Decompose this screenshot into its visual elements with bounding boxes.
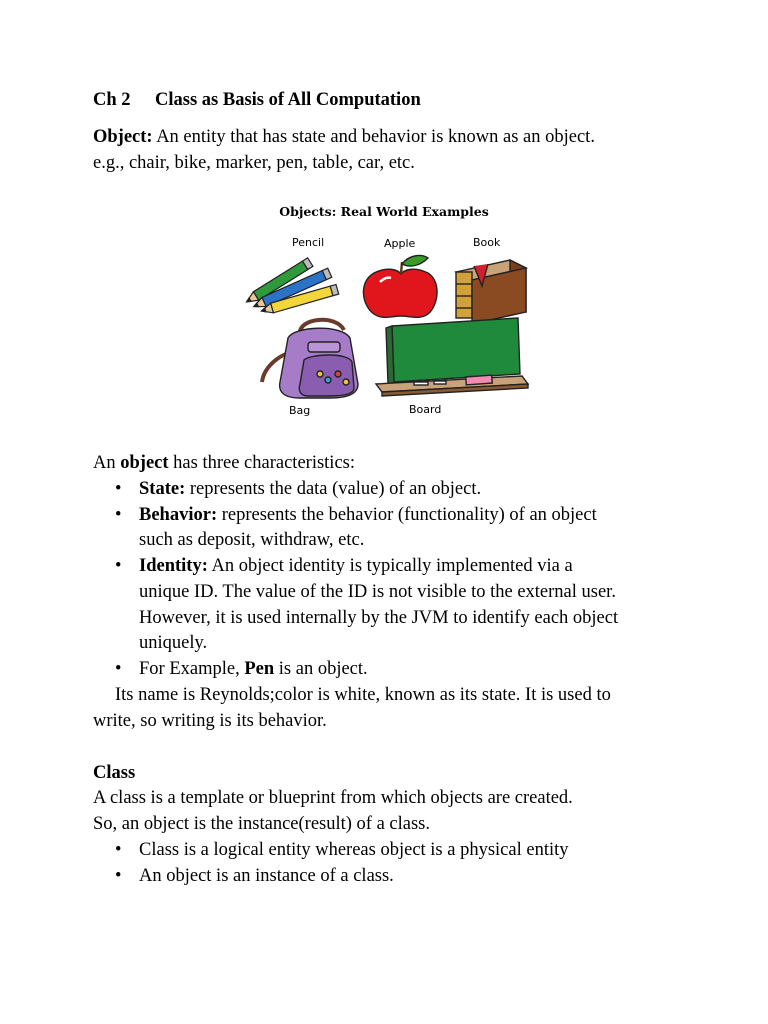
real-world-objects-figure [238, 198, 530, 420]
intro-object-term: object [120, 453, 169, 473]
bullet-example [115, 657, 368, 683]
class-definition-line2: So, an object is the instance(result) of a class. [93, 814, 431, 834]
identity-term: Identity: [139, 556, 208, 576]
bullet-marker: • [115, 505, 122, 525]
example-suffix: is an object. [274, 659, 368, 679]
board-label: Board [409, 403, 442, 416]
bullet-marker: • [115, 659, 122, 679]
class-bullet-2-text: An object is an instance of a class. [139, 866, 394, 886]
book-icon [456, 260, 526, 324]
class-bullet-1-text: Class is a logical entity whereas object is a physical entity [139, 840, 569, 860]
class-bullet-2 [115, 864, 394, 890]
behavior-text: represents the behavior (functionality) of an object [217, 505, 597, 525]
class-definition-line1: A class is a template or blueprint from which objects are created. [93, 788, 573, 808]
class-heading-text: Class [93, 763, 136, 783]
bullet-behavior [115, 503, 597, 529]
bullet-marker: • [115, 556, 122, 576]
object-definition [93, 125, 595, 151]
object-examples: e.g., chair, bike, marker, pen, table, car, etc. [93, 153, 415, 173]
bullet-identity [115, 554, 573, 580]
bag-label: Bag [289, 404, 311, 417]
apple-icon [363, 256, 437, 318]
example-prefix: For Example, [139, 659, 245, 679]
chapter-title: Class as Basis of All Computation [155, 90, 421, 110]
example-description-line1: Its name is Reynolds;color is white, known as its state. It is used to [115, 685, 611, 705]
behavior-term: Behavior: [139, 505, 218, 525]
intro-suffix: has three characteristics: [168, 453, 355, 473]
figure-title: Objects: Real World Examples [279, 204, 489, 219]
chalkboard-icon [376, 318, 528, 396]
example-description-line2: write, so writing is its behavior. [93, 711, 327, 731]
object-term: Object: [93, 127, 153, 147]
state-term: State: [139, 479, 186, 499]
identity-text-line4: uniquely. [139, 633, 208, 653]
chapter-number: Ch 2 [93, 90, 131, 110]
class-heading [93, 761, 135, 787]
figure-illustrations [238, 198, 530, 420]
bullet-marker: • [115, 840, 122, 860]
bullet-state [115, 477, 481, 503]
behavior-text-continued: such as deposit, withdraw, etc. [139, 530, 365, 550]
book-label: Book [473, 236, 501, 249]
object-definition-text: An entity that has state and behavior is known as an object. [152, 127, 595, 147]
bullet-marker: • [115, 479, 122, 499]
pencils-icon [244, 258, 339, 316]
intro-prefix: An [93, 453, 121, 473]
identity-text-line3: However, it is used internally by the JVM to identify each object [139, 608, 619, 628]
example-pen-term: Pen [244, 659, 275, 679]
backpack-icon [262, 320, 358, 398]
apple-label: Apple [384, 237, 416, 250]
chapter-heading [93, 88, 421, 114]
identity-text-line2: unique ID. The value of the ID is not visible to the external user. [139, 582, 616, 602]
pencil-label: Pencil [292, 236, 325, 249]
characteristics-intro [93, 451, 355, 477]
identity-text: An object identity is typically implemented via a [207, 556, 573, 576]
state-text: represents the data (value) of an object. [185, 479, 482, 499]
class-bullet-1 [115, 838, 569, 864]
bullet-marker: • [115, 866, 122, 886]
